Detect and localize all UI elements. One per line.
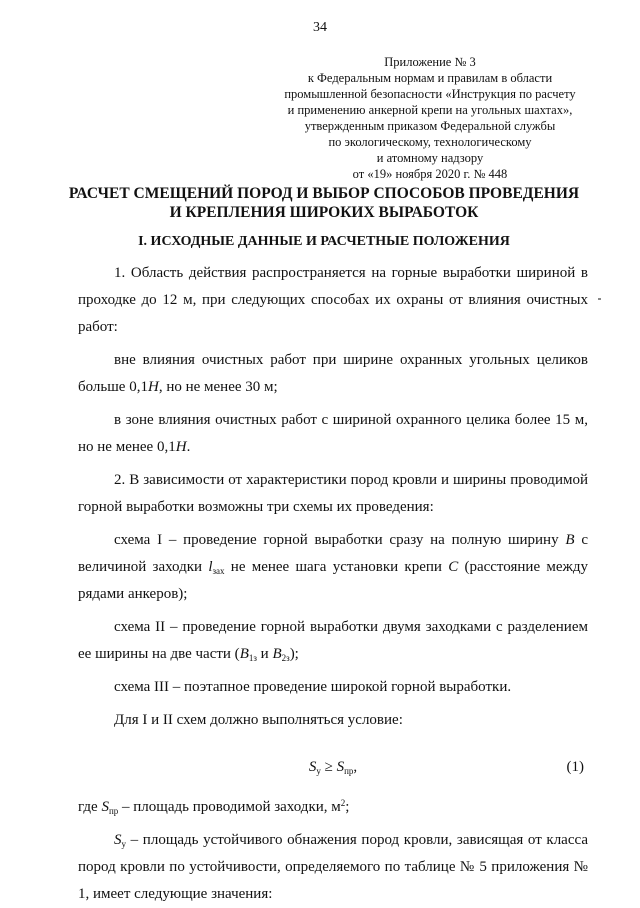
section-heading: I. ИСХОДНЫЕ ДАННЫЕ И РАСЧЕТНЫЕ ПОЛОЖЕНИЯ: [138, 234, 510, 249]
text: схема I – проведение горной выработки сразу на полную ширину: [114, 532, 566, 548]
paragraph-4: 2. В зависимости от характеристики пород кровли и ширины проводимой горной выработки возможны три схемы их проведения:: [78, 472, 588, 515]
equation-number: (1): [566, 759, 584, 775]
appendix-line: от «19» ноября 2020 г. № 448: [352, 167, 508, 181]
paragraph-10: [78, 827, 588, 908]
text: (расстояние между рядами анкеров);: [78, 559, 588, 602]
variable-h: H: [147, 379, 159, 395]
superscript: 2: [340, 798, 346, 808]
variable-l: l: [208, 559, 213, 575]
text: схема II – проведение горной выработки двумя заходками с разделением ее ширины на две части (: [78, 619, 588, 662]
appendix-line: по экологическому, технологическому: [328, 135, 532, 149]
variable-s: S: [101, 799, 109, 815]
text: не менее шага установки крепи: [224, 559, 449, 575]
variable-s: S: [336, 759, 345, 775]
punctuation: ,: [353, 759, 358, 775]
paragraph-8: Для I и II схем должно выполняться условие:: [114, 712, 403, 728]
variable-s: S: [114, 832, 122, 848]
paragraph-2: [78, 347, 588, 401]
formula: [78, 754, 588, 781]
document-title: [40, 184, 608, 222]
subscript: пр: [344, 766, 354, 776]
text: .: [186, 439, 191, 455]
formula-row: [78, 748, 588, 788]
appendix-line: Приложение № 3: [384, 55, 476, 69]
appendix-line: к Федеральным нормам и правилам в области: [307, 71, 553, 85]
variable-b: B: [565, 532, 575, 548]
paragraph-5: [78, 527, 588, 608]
variable-b1: B: [239, 646, 249, 662]
text: , но не менее 30 м;: [158, 379, 278, 395]
text: ;: [345, 799, 350, 815]
operator: ≥: [320, 759, 337, 775]
scan-artifact: [598, 298, 601, 300]
text: вне влияния очистных работ при ширине охранных угольных целиков больше 0,1: [78, 352, 588, 395]
title-line: РАСЧЕТ СМЕЩЕНИЙ ПОРОД И ВЫБОР СПОСОБОВ ПРОВЕДЕНИЯ: [68, 185, 580, 202]
paragraph-1: 1. Область действия распространяется на горные выработки шириной в проходке до 12 м, при следующих способах их охраны от влияния очистных работ:: [78, 265, 588, 335]
paragraph-6: [78, 614, 588, 668]
text: с величиной заходки: [78, 532, 588, 575]
subscript: зах: [212, 566, 225, 576]
page-number: 34: [313, 20, 327, 35]
appendix-line: и атомному надзору: [376, 151, 484, 165]
document-body: [78, 260, 588, 908]
subscript: у: [121, 839, 126, 849]
text: – площадь проводимой заходки, м: [118, 799, 341, 815]
paragraph-7: схема III – поэтапное проведение широкой горной выработки.: [114, 679, 512, 695]
subscript: 2з: [281, 653, 290, 663]
appendix-block: [240, 54, 620, 182]
variable-s: S: [308, 759, 317, 775]
subscript: пр: [108, 806, 119, 816]
subscript: 1з: [248, 653, 257, 663]
paragraph-9: [78, 794, 588, 821]
appendix-line: утвержденным приказом Федеральной службы: [304, 119, 556, 133]
paragraph-3: [78, 407, 588, 461]
text: в зоне влияния очистных работ с шириной охранного целика более 15 м, но не менее 0,1: [78, 412, 588, 455]
title-line: И КРЕПЛЕНИЯ ШИРОКИХ ВЫРАБОТОК: [169, 204, 479, 221]
variable-c: C: [448, 559, 459, 575]
variable-b2: B: [272, 646, 282, 662]
variable-h: H: [175, 439, 187, 455]
appendix-line: и применению анкерной крепи на угольных шахтах»,: [287, 103, 573, 117]
text: );: [289, 646, 299, 662]
subscript: у: [316, 766, 321, 776]
text: где: [78, 799, 102, 815]
text: – площадь устойчивого обнажения пород кровли, зависящая от класса пород кровли по устойчивости, определяемого по таблице № 5 приложения № 1, имеет следующие значения:: [78, 832, 588, 902]
appendix-line: промышленной безопасности «Инструкция по расчету: [284, 87, 576, 101]
text: и: [256, 646, 273, 662]
